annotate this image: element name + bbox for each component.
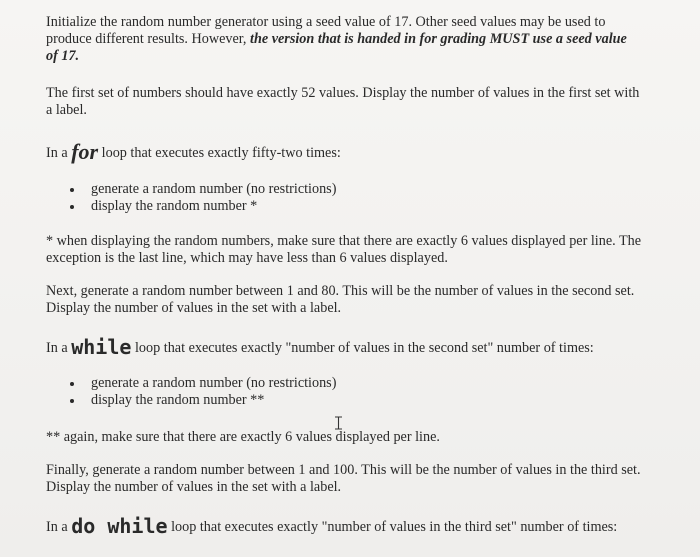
third-set-line-1: Finally, generate a random number between 1 and 100. This will be the number of values in the third set. — [46, 462, 641, 478]
seed-line-3-emphasis: of 17. — [46, 48, 80, 64]
list-item: display the random number ** — [66, 392, 336, 409]
for-loop-prefix: In a — [46, 145, 72, 161]
third-set-instructions — [46, 462, 676, 496]
while-loop-prefix: In a — [46, 340, 72, 356]
text-cursor-icon — [334, 416, 343, 430]
display-note-1 — [46, 233, 676, 267]
do-while-keyword: do while — [71, 514, 168, 538]
bullet-icon — [70, 382, 74, 386]
for-loop-bullet-list — [66, 181, 336, 215]
second-set-line-1: Next, generate a random number between 1 and 80. This will be the number of values in the second set. — [46, 283, 635, 299]
first-set-instructions — [46, 85, 676, 119]
display-note-2: ** again, make sure that there are exactly 6 values displayed per line. — [46, 429, 440, 445]
while-loop-heading — [46, 335, 676, 359]
first-set-line-1: The first set of numbers should have exactly 52 values. Display the number of values in the first set with — [46, 85, 640, 101]
second-set-instructions — [46, 283, 676, 317]
seed-line-2-emphasis: the version that is handed in for grading MUST use a seed value — [250, 31, 627, 47]
while-loop-bullet-list — [66, 375, 336, 409]
note-1-line-2: exception is the last line, which may have less than 6 values displayed. — [46, 250, 448, 266]
seed-instructions — [46, 14, 676, 65]
do-while-loop-suffix: loop that executes exactly "number of values in the third set" number of times: — [167, 519, 618, 535]
bullet-icon — [70, 205, 74, 209]
seed-line-2-plain: produce different results. However, — [46, 31, 251, 47]
for-loop-suffix: loop that executes exactly fifty-two times: — [98, 145, 341, 161]
list-item: generate a random number (no restrictions) — [66, 181, 336, 198]
do-while-loop-heading — [46, 514, 676, 538]
do-while-loop-prefix: In a — [46, 519, 72, 535]
list-item: generate a random number (no restrictions) — [66, 375, 336, 392]
third-set-line-2: Display the number of values in the set with a label. — [46, 479, 342, 495]
second-set-line-2: Display the number of values in the set with a label. — [46, 300, 342, 316]
while-loop-suffix: loop that executes exactly "number of values in the second set" number of times: — [131, 340, 594, 356]
note-1-line-1: * when displaying the random numbers, make sure that there are exactly 6 values displayed per line. The — [46, 233, 642, 249]
bullet-icon — [70, 188, 74, 192]
for-loop-heading — [46, 139, 676, 164]
for-keyword: for — [71, 139, 99, 164]
while-keyword: while — [71, 335, 132, 359]
seed-line-1: Initialize the random number generator using a seed value of 17. Other seed values may be used to — [46, 14, 606, 30]
bullet-icon — [70, 399, 74, 403]
list-item: display the random number * — [66, 198, 336, 215]
first-set-line-2: a label. — [46, 102, 87, 118]
